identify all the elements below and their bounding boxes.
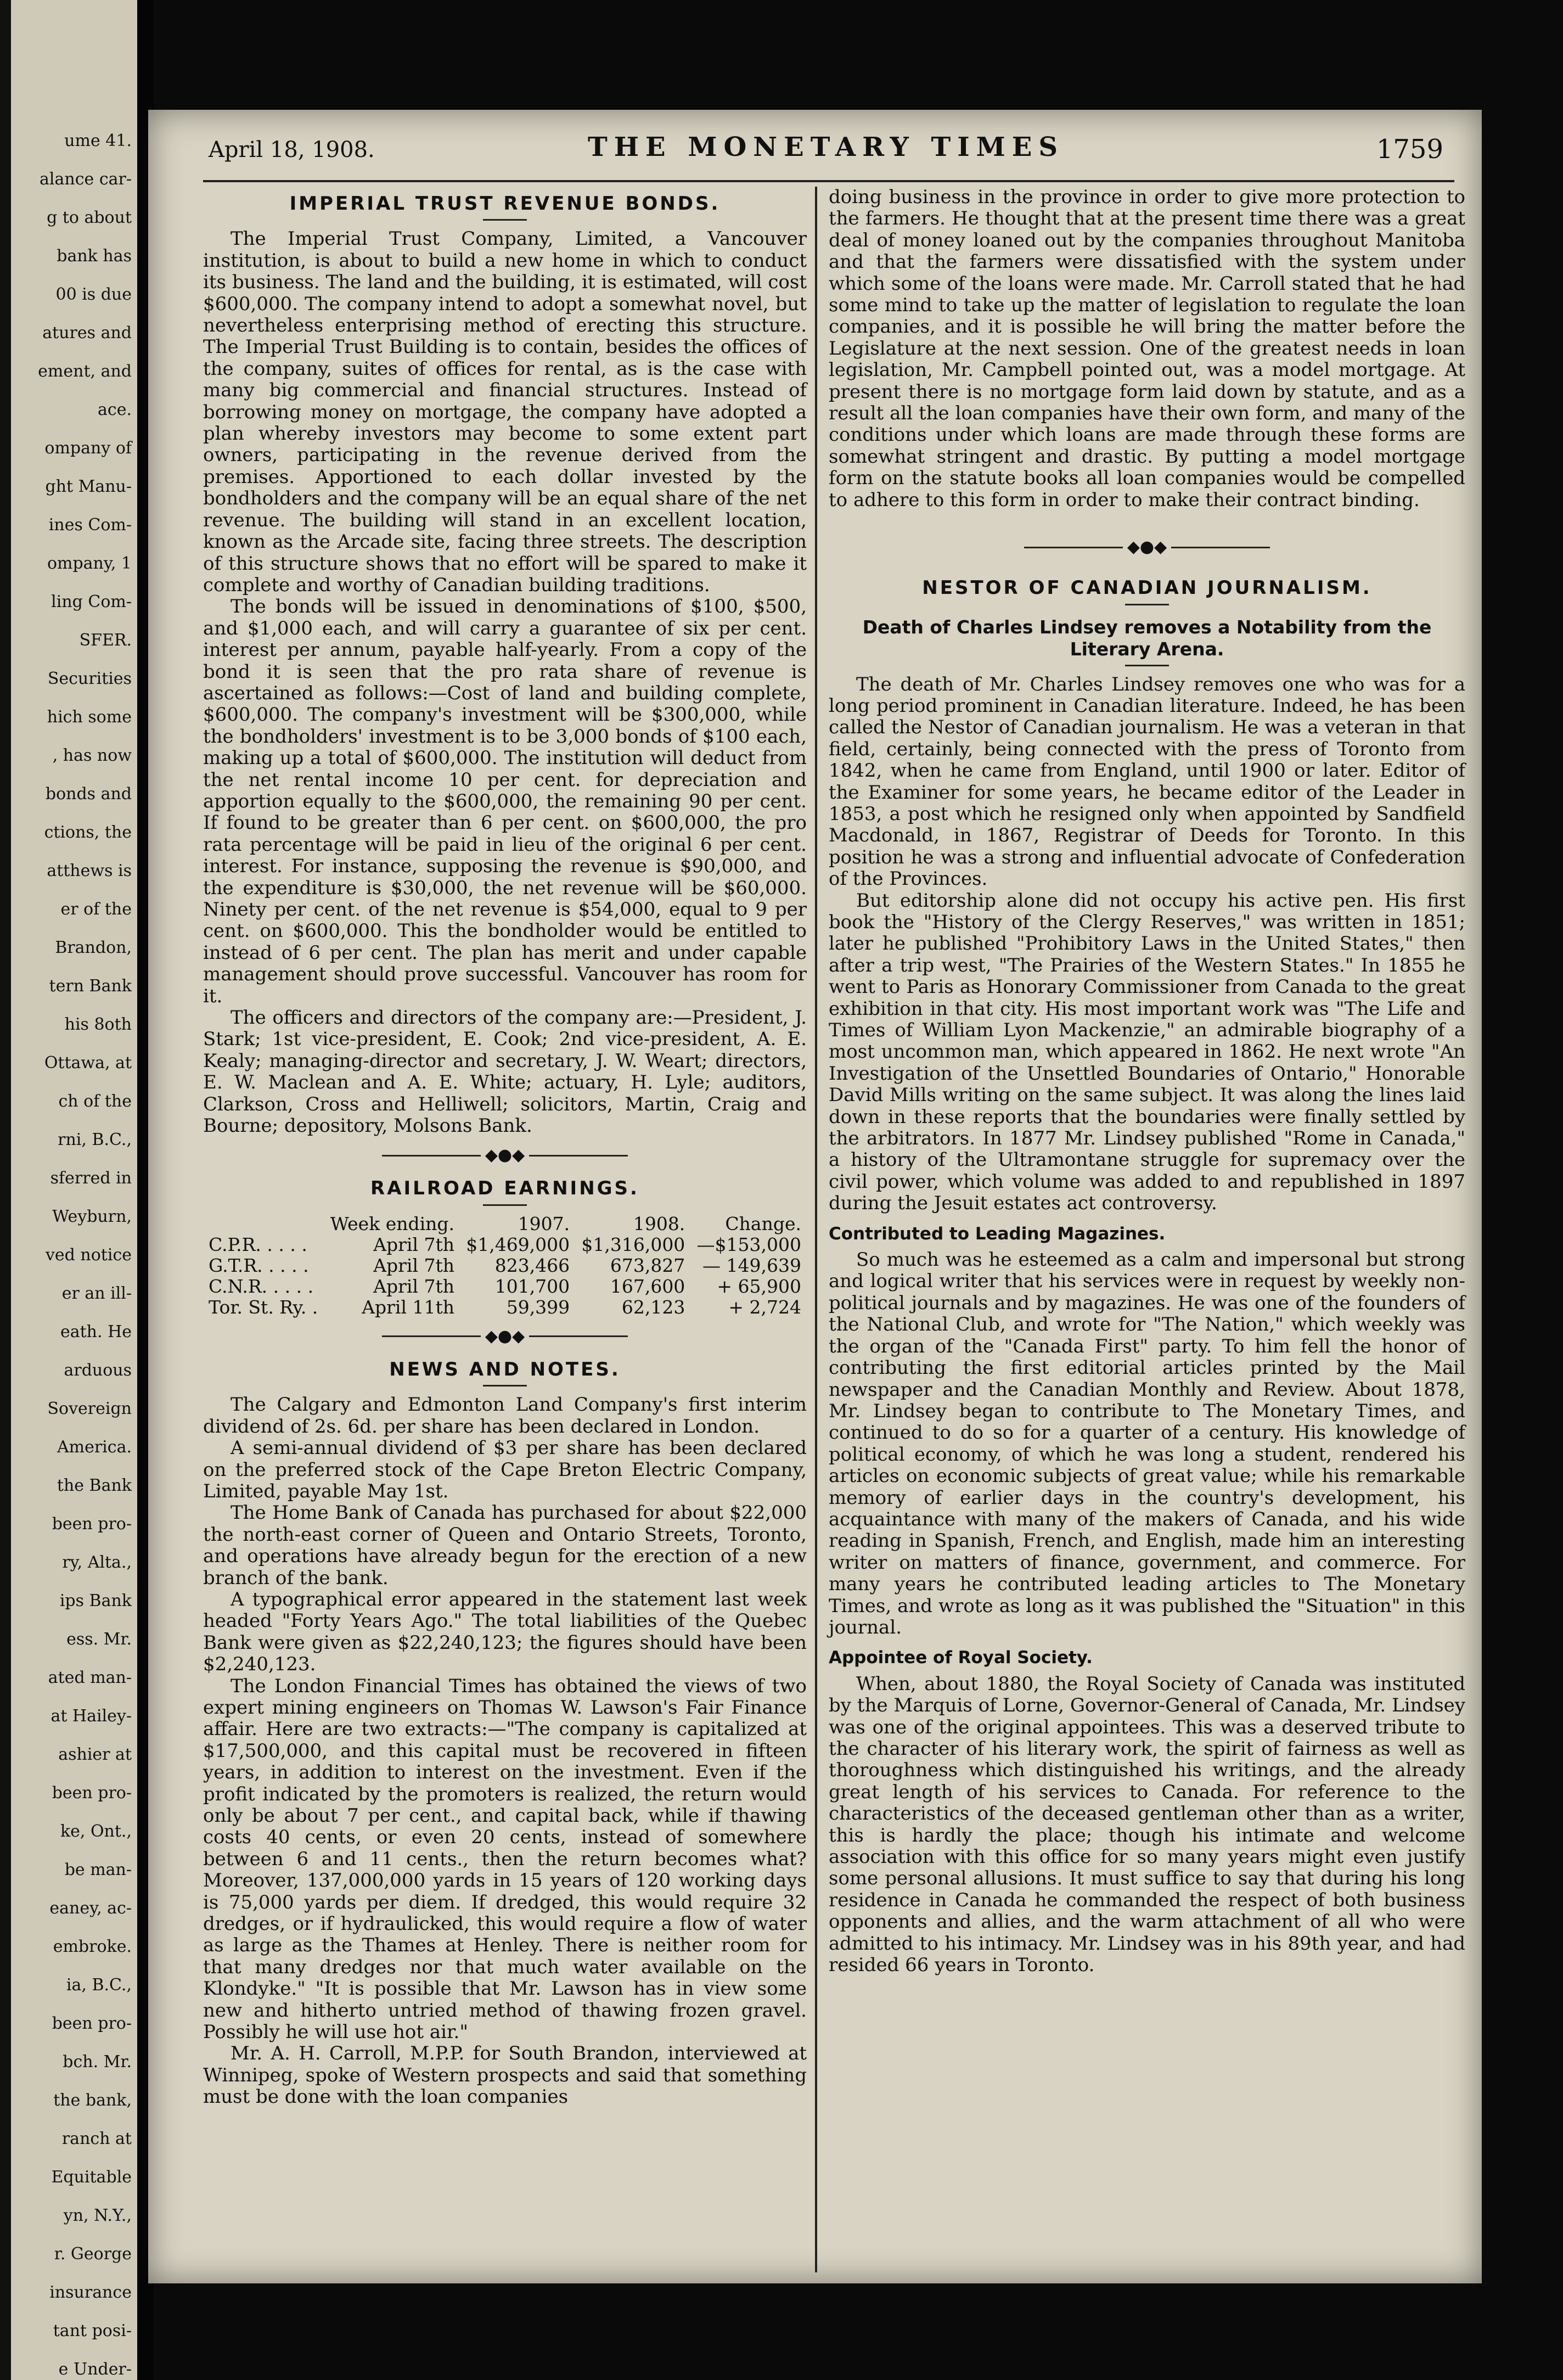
previous-page-line: ated man- — [48, 1668, 132, 1687]
previous-page-line: bch. Mr. — [63, 2052, 132, 2072]
table-cell: — 149,639 — [702, 1254, 801, 1276]
previous-page-line: eath. He — [60, 1322, 132, 1341]
previous-page-line: be man- — [64, 1860, 132, 1879]
previous-page-line: alance car- — [40, 170, 132, 189]
news-and-notes-heading: NEWS AND NOTES. — [389, 1358, 621, 1380]
table-cell: April 7th — [373, 1233, 455, 1255]
table-cell: 62,123 — [621, 1296, 685, 1318]
article-paragraph: But editorship alone did not occupy his active pen. His first book the "History of the Clergy Reserves," was written in 1851; later he published "Prohibitory Laws in the United States," then after a trip west, "The Prairies of the Western States." In 1855 he went to Paris as Honorary Commissioner from Canada to the great exhibition in that city. His most important work was "The Life and Times of William Lyon Mackenzie," an admirable biography of a most uncommon man, which appeared in 1862. He next wrote "An Investigation of the Unsettled Boundaries of Ontario," Honorable David Mills writing on the same subject. It was along the lines laid down in these reports that the boundaries were finally settled by the arbitrators. In 1877 Mr. Lindsey published "Rome in Canada," a history of the Ultramontane struggle for supremacy over the civil power, which volume was added to and republished in 1897 during the Jesuit estates act controversy. — [829, 889, 1465, 1215]
table-row — [203, 1276, 807, 1297]
previous-page-line: arduous — [64, 1361, 132, 1380]
previous-page-line: ry, Alta., — [62, 1553, 132, 1572]
article-paragraph: When, about 1880, the Royal Society of Canada was instituted by the Marquis of Lorne, Governor-General of Canada, Mr. Lindsey was one of the original appointees. This was a deserved tribute to the character of his literary work, the spirit of fairness as well as thoroughness which distinguished his writings, and the already great length of his services to Canada. For reference to the characteristics of the deceased gentleman other than as a writer, this is hardly the place; though his intimate and welcome association with this office for so many years might even justify some personal allusions. It must suffice to say that during his long residence in Canada he commanded the respect of both business opponents and allies, and the warm attachment of all who were admitted to his intimacy. Mr. Lindsey was in his 89th year, and had resided 66 years in Toronto. — [829, 1672, 1465, 1977]
previous-page-line: 00 is due — [55, 285, 132, 304]
table-cell: G.T.R. . . . . — [209, 1254, 309, 1276]
publication-title: THE MONETARY TIMES — [587, 132, 1065, 162]
table-cell: 59,399 — [506, 1296, 570, 1318]
news-item: Mr. A. H. Carroll, M.P.P. for South Brandon, interviewed at Winnipeg, spoke of Western prospects and said that something must be done with the loan companies — [203, 2042, 807, 2108]
continued-paragraph: doing business in the province in order to give more protection to the farmers. He thought that at the present time there was a great deal of money loaned out by the companies throughout Manitoba and that the farmers were dissatisfied with the system under which some of the loans were made. Mr. Carroll stated that he had some mind to take up the matter of legislation to regulate the loan companies, and it is possible he will bring the matter before the Legislature at the next session. One of the greatest needs in loan legislation, Mr. Campbell pointed out, was a model mortgage. At present there is no mortgage form laid down by statute, and as a result all the loan companies have their own form, and many of the conditions under which loans are made through these forms are somewhat stringent and drastic. By putting a model mortgage form on the statute books all loan companies would be compelled to adhere to this form in order to make their contract binding. — [829, 186, 1465, 511]
table-cell: C.P.R. . . . . — [209, 1233, 307, 1255]
previous-page-line: ved notice — [45, 1245, 132, 1265]
previous-page-line: bank has — [57, 246, 132, 266]
previous-page-line: America. — [57, 1438, 132, 1457]
news-item: A semi-annual dividend of $3 per share has been declared on the preferred stock of the Cape Breton Electric Company, Limited, payable May 1st. — [203, 1437, 807, 1502]
previous-page-line: ompany of — [44, 439, 132, 458]
news-item: A typographical error appeared in the statement last week headed "Forty Years Ago." The total liabilities of the Quebec Bank were given as $22,240,123; the figures should have been $2,240,123. — [203, 1588, 807, 1676]
previous-page-line: ch of the — [58, 1092, 132, 1111]
table-cell: Tor. St. Ry. . — [209, 1296, 318, 1318]
section-subheading: Appointee of Royal Society. — [829, 1648, 1093, 1668]
right-column — [829, 187, 1465, 1976]
section-subheading: Contributed to Leading Magazines. — [829, 1223, 1166, 1244]
table-cell: 823,466 — [494, 1254, 570, 1276]
previous-page-line: atures and — [42, 323, 132, 343]
previous-page-line: tern Bank — [49, 976, 132, 996]
previous-page-line: ashier at — [58, 1745, 132, 1764]
imperial-trust-heading: IMPERIAL TRUST REVENUE BONDS. — [289, 193, 721, 215]
previous-page-line: been pro- — [52, 2014, 132, 2033]
table-row — [203, 1255, 807, 1276]
previous-page-line: ranch at — [61, 2129, 132, 2148]
issue-date: April 18, 1908. — [209, 137, 375, 162]
previous-page-line: ompany, 1 — [47, 554, 132, 573]
previous-page-line: ght Manu- — [45, 477, 132, 496]
article-paragraph: The officers and directors of the company are:—President, J. Stark; 1st vice-president, E. Cook; 2nd vice-president, A. E. Kealy; managing-director and secretary, J. W. Weart; directors, E. W. Maclean and A. E. White; actuary, H. Lyle; auditors, Clarkson, Cross and Helliwell; solicitors, Martin, Craig and Bourne; depository, Molsons Bank. — [203, 1007, 807, 1137]
previous-page-line: at Hailey- — [50, 1707, 132, 1726]
previous-page-line: embroke. — [53, 1937, 132, 1956]
divider — [1125, 604, 1169, 605]
article-paragraph: The bonds will be issued in denominations of $100, $500, and $1,000 each, and will carry a guarantee of six per cent. interest per annum, payable half-yearly. From a copy of the bond it is seen that the pro rata share of revenue is ascertained as follows:—Cost of land and building complete, $600,000. The company's investment will be $300,000, while the bondholders' investment is to be 3,000 bonds of $100 each, making up a total of $600,000. The institution will deduct from the net rental income 10 per cent. for depreciation and apportion equally to the $600,000, the remaining 90 per cent. If found to be greater than 6 per cent. on $600,000, the pro rata percentage will be paid in lieu of the original 6 per cent. interest. For instance, supposing the revenue is $90,000, and the expenditure is $30,000, the net revenue will be $60,000. Ninety per cent. of the net revenue is $54,000, equal to 9 per cent. on $600,000. This the bondholder would be entitled to instead of 6 per cent. The plan has merit and under capable management should prove successful. Vancouver has room for it. — [203, 596, 807, 1007]
previous-page-line: Ottawa, at — [44, 1053, 132, 1073]
previous-page-line: Weyburn, — [52, 1207, 132, 1226]
previous-page-line: yn, N.Y., — [63, 2206, 132, 2225]
table-cell: 167,600 — [610, 1275, 685, 1297]
table-row — [203, 1297, 807, 1318]
previous-page-line: the Bank — [57, 1476, 132, 1495]
previous-page-line: hich some — [47, 708, 132, 727]
previous-page-edge — [0, 0, 137, 2380]
article-paragraph: The Imperial Trust Company, Limited, a Vancouver institution, is about to build a new home in which to conduct its business. The land and the building, it is estimated, will cost $600,000. The company intend to adopt a somewhat novel, but nevertheless enterprising method of erecting this structure. The Imperial Trust Building is to contain, besides the offices of the company, suites of offices for rental, as is the case with many big commercial and financial structures. Instead of borrowing money on mortgage, the company have adopted a plan whereby investors may become to some extent part owners, participating in the revenue derived from the premises. Apportioned to each dollar invested by the bondholders and the company will be an equal share of the net revenue. The building will stand in an excellent location, known as the Arcade site, facing three streets. The description of this structure shows that no effort will be spared to make it complete and worthy of Canadian building traditions. — [203, 228, 807, 596]
divider — [1125, 665, 1169, 666]
previous-page-line: his 8oth — [64, 1015, 132, 1034]
previous-page-line: tant posi- — [53, 2321, 132, 2340]
previous-page-line: ling Com- — [51, 592, 132, 611]
previous-page-line: rni, B.C., — [58, 1130, 132, 1149]
table-row — [203, 1234, 807, 1255]
table-cell: —$153,000 — [696, 1233, 801, 1255]
previous-page-line: atthews is — [47, 861, 132, 880]
table-cell: 101,700 — [494, 1275, 570, 1297]
previous-page-line: ia, B.C., — [66, 1975, 132, 1995]
previous-page-line: g to about — [47, 208, 132, 227]
table-header: Change. — [725, 1213, 801, 1234]
divider — [483, 219, 527, 221]
nestor-heading: NESTOR OF CANADIAN JOURNALISM. — [922, 577, 1372, 599]
previous-page-line: ctions, the — [44, 823, 132, 842]
table-header: Week ending. — [330, 1213, 455, 1234]
previous-page-line: been pro- — [52, 1514, 132, 1534]
page-number: 1759 — [1376, 134, 1443, 165]
table-cell: April 7th — [373, 1275, 455, 1297]
railroad-earnings-heading: RAILROAD EARNINGS. — [370, 1177, 639, 1200]
left-column — [203, 187, 807, 2108]
table-cell: April 7th — [373, 1254, 455, 1276]
previous-page-line: er of the — [60, 900, 132, 919]
ornament-divider: ◆●◆ — [203, 1328, 807, 1345]
previous-page-line: eaney, ac- — [49, 1899, 132, 1918]
article-paragraph: So much was he esteemed as a calm and impersonal but strong and logical writer that his services were in request by weekly non-political journals and by magazines. He was one of the founders of the National Club, and wrote for "The Nation," which weekly was the organ of the "Canada First" party. To him fell the honor of contributing the first editorial articles printed by the Mail newspaper and the Canadian Monthly and Review. About 1878, Mr. Lindsey began to contribute to The Monetary Times, and continued to do so for a quarter of a century. His knowledge of political economy, of which he was long a student, rendered his articles on economic subjects of great value; while his remarkable memory of earlier days in the country's development, his acquaintance with many of the makers of Canada, and his wide reading in Spanish, French, and English, made him an interesting writer on matters of finance, government, and commerce. For many years he contributed leading articles to The Monetary Times, and wrote as long as it was published the "Situation" in this journal. — [829, 1249, 1465, 1638]
news-item: The London Financial Times has obtained the views of two expert mining engineers on Thomas W. Lawson's Fair Finance affair. Here are two extracts:—"The company is capitalized at $17,500,000, and this capital must be recovered in fifteen years, in addition to interest on the investment. Even if the profit indicated by the promoters is realized, the return would only be about 7 per cent., and capital back, while if thawing costs 40 cents, or even 20 cents, instead of somewhere between 6 and 11 cents., then the return becomes what? Moreover, 137,000,000 yards in 15 years of 120 working days is 75,000 yards per diem. If dredged, this would require 32 dredges, or if hydraulicked, this would require a flow of water as large as the Thames at Henley. There is neither room for that many dredges nor that much water available on the Klondyke." "It is possible that Mr. Lawson has in view some new and hitherto untried method of thawing frozen gravel. Possibly he will use hot air." — [203, 1675, 807, 2044]
railroad-earnings-table — [203, 1214, 807, 1318]
previous-page-line: Sovereign — [47, 1399, 132, 1418]
ornament-divider: ◆●◆ — [203, 1147, 807, 1164]
previous-page-line: been pro- — [52, 1783, 132, 1803]
previous-page-line: ement, and — [38, 362, 132, 381]
previous-page-line: er an ill- — [61, 1284, 132, 1303]
table-header: 1907. — [518, 1213, 570, 1234]
previous-page-line: insurance — [49, 2283, 132, 2302]
header-rule — [203, 180, 1454, 182]
nestor-subheading: Death of Charles Lindsey removes a Notability from the Literary Arena. — [862, 616, 1432, 660]
news-item: The Home Bank of Canada has purchased for about $22,000 the north-east corner of Queen and Ontario Streets, Toronto, and operations have already begun for the erection of a new branch of the bank. — [203, 1502, 807, 1589]
page-fold-shadow — [0, 0, 11, 2380]
table-cell: $1,469,000 — [466, 1233, 570, 1255]
previous-page-line: Securities — [47, 669, 132, 688]
table-header — [203, 1214, 324, 1234]
table-cell: $1,316,000 — [581, 1233, 685, 1255]
article-paragraph: The death of Mr. Charles Lindsey removes one who was for a long period prominent in Canadian literature. Indeed, he has been called the Nestor of Canadian journalism. He was a veteran in that field, certainly, being connected with the press of Toronto from 1842, when he came from England, until 1900 or later. Editor of the Examiner for some years, he became editor of the Leader in 1853, a post which he resigned only when appointed by Sandfield Macdonald, in 1867, Registrar of Deeds for Toronto. In this position he was a strong and influential advocate of Confederation of the Provinces. — [829, 673, 1465, 890]
divider — [483, 1204, 527, 1206]
previous-page-line: sferred in — [50, 1169, 132, 1188]
previous-page-line: ume 41. — [64, 131, 132, 150]
previous-page-line: ess. Mr. — [66, 1630, 132, 1649]
previous-page-line: bonds and — [45, 784, 132, 804]
previous-page-line: ines Com- — [48, 515, 132, 535]
previous-page-line: SFER. — [79, 631, 132, 650]
previous-page-line: Equitable — [51, 2168, 132, 2187]
previous-page-line: , has now — [52, 746, 132, 765]
previous-page-line: ace. — [98, 400, 132, 419]
ornament-divider: ◆●◆ — [829, 538, 1465, 555]
table-cell: April 11th — [362, 1296, 455, 1318]
column-rule — [815, 187, 817, 2272]
previous-page-line: ips Bank — [59, 1591, 132, 1610]
table-cell: 673,827 — [610, 1254, 685, 1276]
table-cell: C.N.R. . . . . — [209, 1275, 314, 1297]
previous-page-line: e Under- — [58, 2360, 132, 2379]
divider — [483, 1385, 527, 1387]
running-header — [209, 132, 1443, 176]
newspaper-page — [148, 110, 1482, 2283]
previous-page-line: the bank, — [53, 2091, 132, 2110]
news-item: The Calgary and Edmonton Land Company's first interim dividend of 2s. 6d. per share has been declared in London. — [203, 1394, 807, 1438]
previous-page-line: Brandon, — [55, 938, 132, 957]
table-header: 1908. — [633, 1213, 685, 1234]
previous-page-line: ke, Ont., — [60, 1822, 132, 1841]
table-cell: + 65,900 — [717, 1275, 801, 1297]
previous-page-line: r. George — [54, 2244, 132, 2264]
table-cell: + 2,724 — [728, 1296, 801, 1318]
